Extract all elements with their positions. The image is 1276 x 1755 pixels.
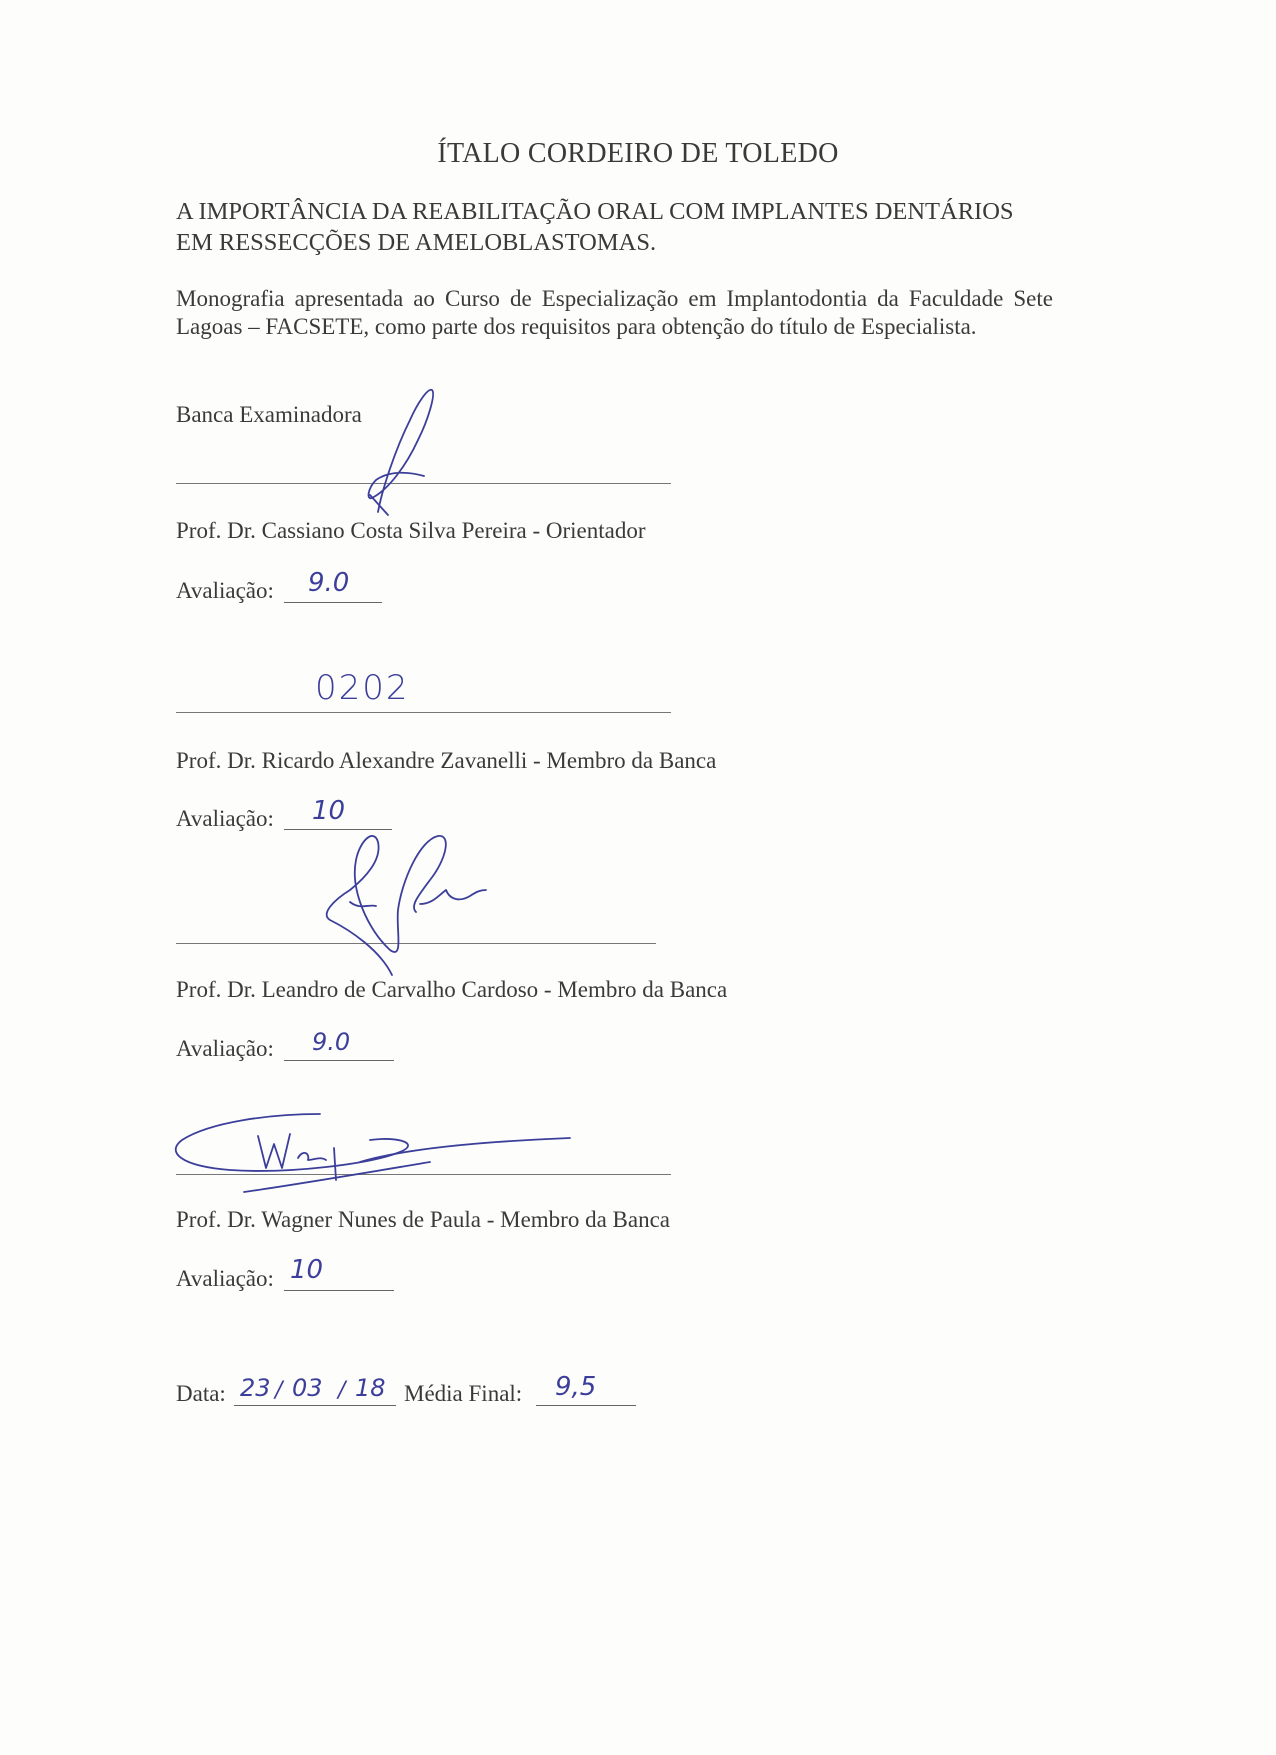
signature-line-1: [176, 483, 671, 484]
evaluation-label-4: Avaliação:: [176, 1266, 274, 1291]
examiner-1-name: Prof. Dr. Cassiano Costa Silva Pereira - Orientador: [176, 518, 646, 543]
date-label: Data:: [176, 1381, 226, 1406]
date-day: 23: [240, 1374, 271, 1402]
grade-4: 10: [290, 1255, 324, 1285]
date-year: 18: [355, 1374, 386, 1402]
board-label: Banca Examinadora: [176, 402, 362, 427]
grade-3: 9.0: [312, 1028, 351, 1056]
date-sep-1: /: [275, 1378, 283, 1403]
signature-2: 0202: [315, 668, 410, 708]
final-average-value: 9,5: [555, 1372, 597, 1402]
signature-line-4: [176, 1174, 671, 1175]
final-average-label: Média Final:: [404, 1381, 523, 1406]
grade-1: 9.0: [308, 568, 350, 598]
monograph-description: Monografia apresentada ao Curso de Especialização em Implantodontia da Faculdade Sete Lagoas – FACSETE, como parte dos requisitos para obtenção do título de Especialista.: [176, 286, 1053, 339]
date-sep-2: /: [338, 1378, 346, 1403]
final-average-line: [536, 1405, 636, 1406]
examiner-4-name: Prof. Dr. Wagner Nunes de Paula - Membro da Banca: [176, 1207, 671, 1232]
grade-line-3: [284, 1060, 394, 1061]
signature-3: [320, 820, 500, 980]
evaluation-label-3: Avaliação:: [176, 1036, 274, 1061]
date-line: [234, 1405, 396, 1406]
examiner-2-name: Prof. Dr. Ricardo Alexandre Zavanelli - Membro da Banca: [176, 748, 717, 773]
grade-2: 10: [312, 796, 346, 826]
evaluation-label-1: Avaliação:: [176, 578, 274, 603]
date-month: 03: [292, 1374, 323, 1402]
signature-4: [170, 1100, 590, 1200]
grade-line-1: [284, 602, 382, 603]
grade-line-4: [284, 1290, 394, 1291]
evaluation-label-2: Avaliação:: [176, 806, 274, 831]
examiner-3-name: Prof. Dr. Leandro de Carvalho Cardoso - Membro da Banca: [176, 977, 728, 1002]
grade-line-2: [284, 829, 392, 830]
monograph-title: A IMPORTÂNCIA DA REABILITAÇÃO ORAL COM IMPLANTES DENTÁRIOS EM RESSECÇÕES DE AMELOBLASTOMAS.: [176, 198, 1014, 256]
author-name: ÍTALO CORDEIRO DE TOLEDO: [437, 138, 839, 169]
signature-line-3: [176, 943, 656, 944]
signature-line-2: [176, 712, 671, 713]
